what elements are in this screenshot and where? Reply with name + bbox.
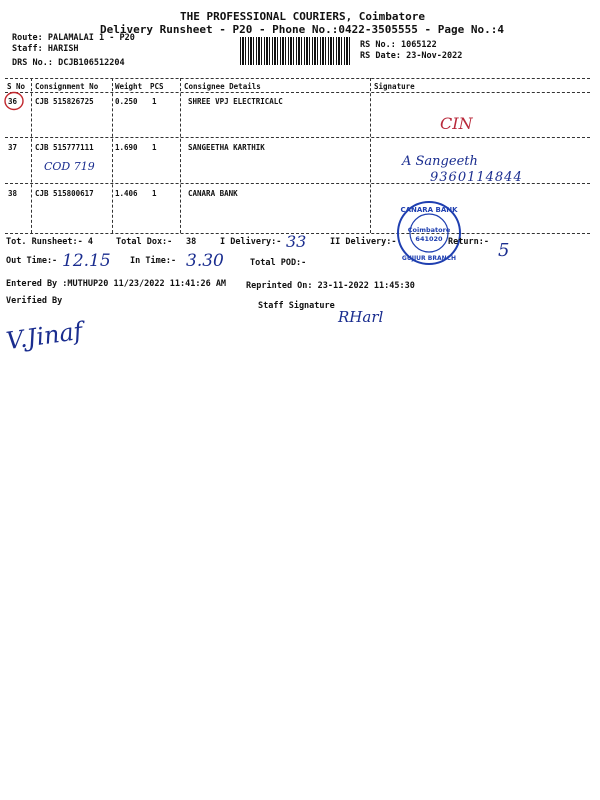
row-weight: 1.690 bbox=[115, 143, 138, 152]
row-weight: 1.406 bbox=[115, 189, 138, 198]
col-header-pcs: PCS bbox=[150, 82, 164, 91]
row1-signature: CIN bbox=[440, 114, 473, 133]
table-header-rule bbox=[5, 92, 590, 93]
row-consignment: CJB 515800617 bbox=[35, 189, 94, 198]
row2-cod-note: COD 719 bbox=[44, 160, 95, 173]
in-time-label: In Time:- bbox=[130, 256, 177, 266]
row2-signature: A Sangeeth bbox=[402, 154, 478, 169]
rs-date-line bbox=[360, 51, 462, 61]
row-weight: 0.250 bbox=[115, 97, 138, 106]
out-time-label: Out Time:- bbox=[6, 256, 58, 266]
summary-total-dox-value: 38 bbox=[186, 237, 197, 247]
table-row bbox=[0, 96, 600, 110]
drs-value: DCJB106512204 bbox=[58, 58, 125, 68]
col-header-weight: Weight bbox=[115, 82, 143, 91]
drs-line bbox=[12, 58, 125, 68]
summary-return-label: Return:- bbox=[448, 237, 489, 247]
circled-sno-mark bbox=[3, 91, 25, 111]
table-row bbox=[0, 188, 600, 202]
barcode bbox=[240, 37, 350, 65]
row-rule-1 bbox=[5, 137, 590, 138]
staff-value: HARISH bbox=[47, 44, 79, 54]
rs-date-label: RS Date: bbox=[360, 51, 401, 61]
company-title: THE PROFESSIONAL COURIERS, Coimbatore bbox=[180, 10, 426, 23]
verified-signature: V.Jinaf bbox=[4, 316, 85, 356]
bank-stamp bbox=[396, 200, 462, 266]
staff-signature: RHarl bbox=[338, 308, 384, 326]
row-pcs: 1 bbox=[152, 143, 157, 152]
stamp-text-bottom: GUJJUR BRANCH bbox=[401, 255, 457, 262]
reprinted-on: Reprinted On: 23-11-2022 11:45:30 bbox=[246, 281, 415, 291]
total-pod-label: Total POD:- bbox=[250, 258, 307, 268]
entered-by: Entered By :MUTHUP20 11/23/2022 11:41:26 AM bbox=[6, 279, 227, 289]
summary-total-dox-label: Total Dox:- bbox=[116, 237, 173, 247]
rs-no-label: RS No.: bbox=[360, 40, 396, 50]
stamp-text-top: CANARA BANK bbox=[400, 206, 458, 214]
row-consignment: CJB 515826725 bbox=[35, 97, 94, 106]
table-row bbox=[0, 142, 600, 156]
drs-label: DRS No.: bbox=[12, 58, 53, 68]
row-consignee: CANARA BANK bbox=[188, 189, 238, 198]
row-pcs: 1 bbox=[152, 189, 157, 198]
i-delivery-value: 33 bbox=[286, 232, 307, 251]
staff-signature-label: Staff Signature bbox=[258, 301, 335, 311]
route-line bbox=[12, 33, 135, 43]
row-sno: 37 bbox=[8, 143, 18, 152]
summary-i-delivery-label: I Delivery:- bbox=[220, 237, 282, 247]
stamp-text-middle: Coimbatore bbox=[407, 226, 451, 234]
runsheet-subtitle: Delivery Runsheet - P20 - Phone No.:0422-3505555 - Page No.:4 bbox=[100, 23, 504, 36]
rs-date-value: 23-Nov-2022 bbox=[406, 51, 463, 61]
col-header-consignment: Consignment No bbox=[35, 82, 99, 91]
row-consignment: CJB 515777111 bbox=[35, 143, 94, 152]
table-top-rule bbox=[5, 78, 590, 79]
stamp-text-pin: 641020 bbox=[415, 235, 443, 243]
verified-by-label: Verified By bbox=[6, 296, 63, 306]
row2-phone: 9360114844 bbox=[430, 170, 523, 185]
summary-tot-runsheet: Tot. Runsheet:- 4 bbox=[6, 237, 93, 247]
rs-no-line bbox=[360, 40, 437, 50]
staff-line bbox=[12, 44, 79, 54]
row-pcs: 1 bbox=[152, 97, 157, 106]
route-label: Route: bbox=[12, 33, 43, 43]
route-value: PALAMALAI 1 - P20 bbox=[47, 33, 135, 43]
col-header-sno: S No bbox=[7, 82, 26, 91]
rs-no-value: 1065122 bbox=[400, 40, 437, 50]
col-header-signature: Signature bbox=[374, 82, 415, 91]
row-consignee: SANGEETHA KARTHIK bbox=[188, 143, 265, 152]
return-value: 5 bbox=[498, 240, 510, 261]
summary-ii-delivery-label: II Delivery:- bbox=[330, 237, 397, 247]
row-consignee: SHREE VPJ ELECTRICALC bbox=[188, 97, 283, 106]
col-header-consignee: Consignee Details bbox=[184, 82, 261, 91]
out-time-value: 12.15 bbox=[62, 251, 111, 271]
staff-label: Staff: bbox=[12, 44, 43, 54]
row-sno: 38 bbox=[8, 189, 18, 198]
in-time-value: 3.30 bbox=[186, 251, 224, 271]
row-sno: 36 bbox=[8, 97, 18, 106]
